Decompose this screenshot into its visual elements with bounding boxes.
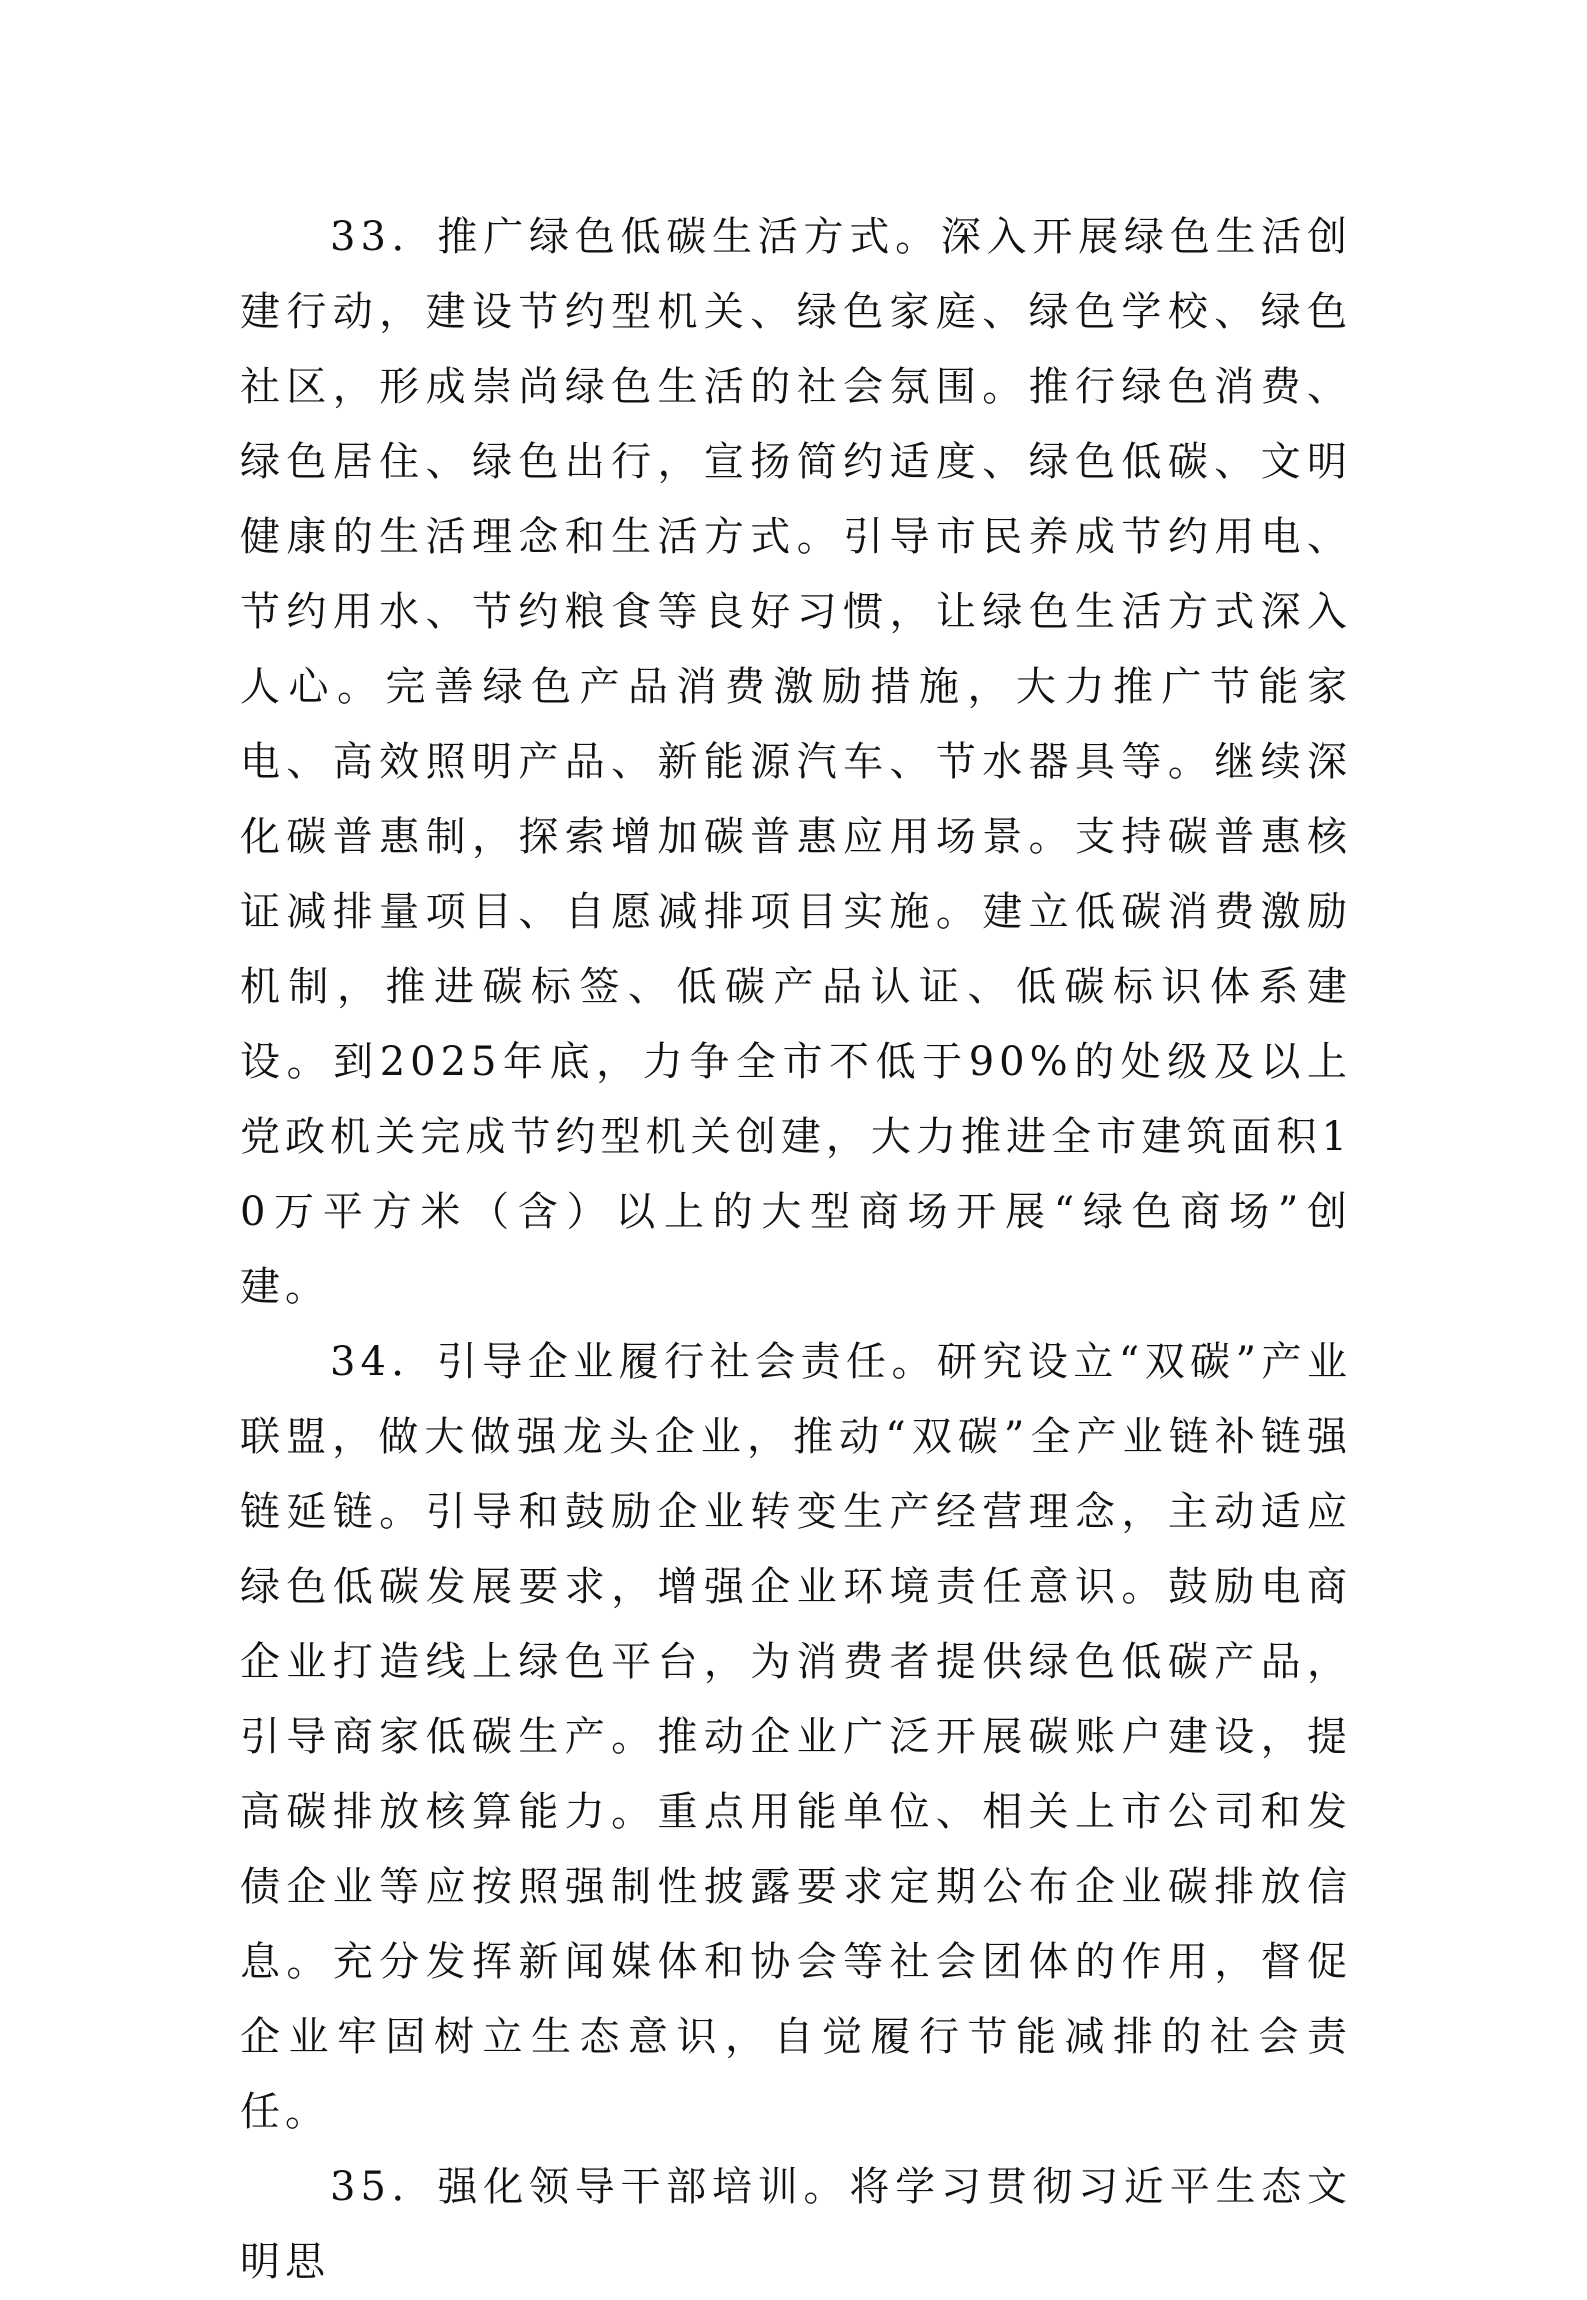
- paragraph-35-cadre-training: 35．强化领导干部培训。将学习贯彻习近平生态文明思: [240, 2164, 1352, 2285]
- paragraph-33-green-lifestyle: 33．推广绿色低碳生活方式。深入开展绿色生活创建行动，建设节约型机关、绿色家庭、绿色学校、绿色社区，形成崇尚绿色生活的社会氛围。推行绿色消费、绿色居住、绿色出行，宣扬简约适度、绿色低碳、文明健康的生活理念和生活方式。引导市民养成节约用电、节约用水、节约粮食等良好习惯，让绿色生活方式深入人心。完善绿色产品消费激励措施，大力推广节能家电、高效照明产品、新能源汽车、节水器具等。继续深化碳普惠制，探索增加碳普惠应用场景。支持碳普惠核证减排量项目、自愿减排项目实施。建立低碳消费激励机制，推进碳标签、低碳产品认证、低碳标识体系建设。到2025年底，力争全市不低于90%的处级及以上党政机关完成节约型机关创建，大力推进全市建筑面积10万平方米（含）以上的大型商场开展“绿色商场”创建。: [240, 214, 1352, 1310]
- paragraph-34-corporate-responsibility: 34．引导企业履行社会责任。研究设立“双碳”产业联盟，做大做强龙头企业，推动“双碳”全产业链补链强链延链。引导和鼓励企业转变生产经营理念，主动适应绿色低碳发展要求，增强企业环境责任意识。鼓励电商企业打造线上绿色平台，为消费者提供绿色低碳产品，引导商家低碳生产。推动企业广泛开展碳账户建设，提高碳排放核算能力。重点用能单位、相关上市公司和发债企业等应按照强制性披露要求定期公布企业碳排放信息。充分发挥新闻媒体和协会等社会团体的作用，督促企业牢固树立生态意识，自觉履行节能减排的社会责任。: [240, 1339, 1352, 2135]
- document-page: [240, 200, 1352, 2300]
